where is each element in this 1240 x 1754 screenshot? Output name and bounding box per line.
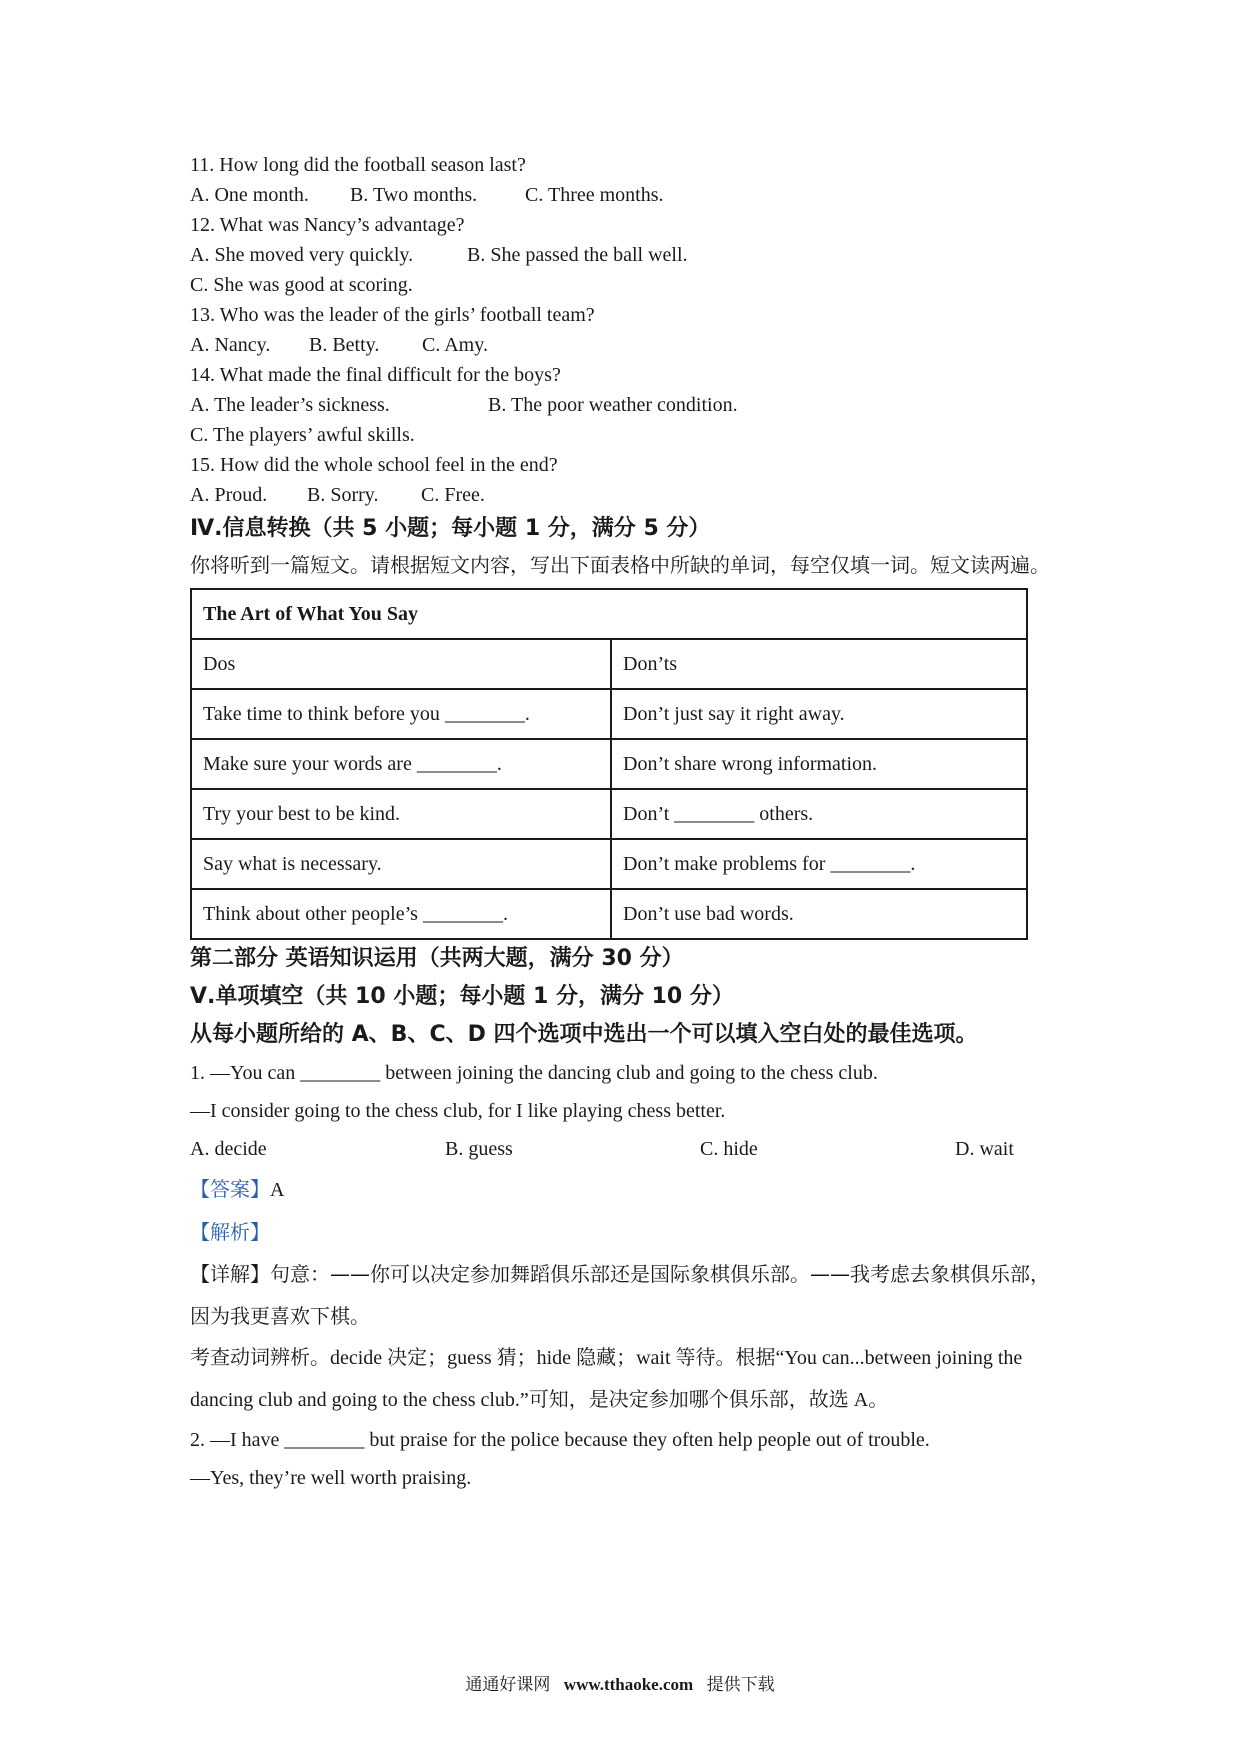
section-5-heading: Ⅴ.单项填空（共 10 小题；每小题 1 分，满分 10 分） [190,984,734,1009]
option-a: A. decide [190,1138,267,1160]
question-11-stem: 11. How long did the football season last? [190,154,526,176]
page-footer [0,1670,1240,1695]
option-b: B. guess [445,1138,513,1160]
table-row [191,789,1027,839]
table-row [191,739,1027,789]
option-c: C. Free. [421,484,485,506]
table-row [191,689,1027,739]
option-c: C. The players’ awful skills. [190,424,415,446]
answer-label: 【答案】 [190,1177,270,1201]
question-15-options [190,480,1060,510]
table-cell: Make sure your words are ________. [191,739,611,789]
analysis-label: 【解析】 [190,1220,270,1244]
detail-paragraph [190,1253,1060,1337]
option-a: A. Proud. [190,484,268,506]
option-c: C. Three months. [525,184,664,206]
table-cell: Try your best to be kind. [191,789,611,839]
table-row [191,889,1027,939]
option-b: B. Sorry. [307,484,379,506]
option-a: A. The leader’s sickness. [190,394,390,416]
option-c: C. She was good at scoring. [190,274,413,296]
option-b: B. Two months. [350,184,478,206]
footer-url: www.tthaoke.com [563,1675,694,1694]
part-2-heading: 第二部分 英语知识运用（共两大题，满分 30 分） [190,946,684,971]
question-12-options [190,240,1060,270]
table-header-row [191,639,1027,689]
table-cell: Don’t make problems for ________. [611,839,1027,889]
question-1-reply: —I consider going to the chess club, for I like playing chess better. [190,1100,726,1122]
question-2-reply: —Yes, they’re well worth praising. [190,1467,472,1489]
answer-line [190,1168,1060,1211]
option-c: C. Amy. [422,334,488,356]
option-a: A. She moved very quickly. [190,244,414,266]
section-4-instruction: 你将听到一篇短文。请根据短文内容，写出下面表格中所缺的单词，每空仅填一词。短文读两遍。 [190,553,1050,577]
question-1-options [190,1130,1060,1168]
section-5-instruction: 从每小题所给的 A、B、C、D 四个选项中选出一个可以填入空白处的最佳选项。 [190,1022,978,1047]
table-cell: Say what is necessary. [191,839,611,889]
detail-text: 句意：——你可以决定参加舞蹈俱乐部还是国际象棋俱乐部。——我考虑去象棋俱乐部，因为我更喜欢下棋。 [190,1262,1050,1328]
option-d: D. wait [955,1138,1014,1160]
question-14-stem: 14. What made the final difficult for the boys? [190,364,561,386]
option-b: B. The poor weather condition. [488,394,738,416]
option-c: C. hide [700,1138,758,1160]
table-cell: Don’t use bad words. [611,889,1027,939]
question-12-stem: 12. What was Nancy’s advantage? [190,214,465,236]
table-cell: Don’t just say it right away. [611,689,1027,739]
question-1-stem: 1. —You can ________ between joining the dancing club and going to the chess club. [190,1062,878,1084]
footer-download-text: 提供下载 [706,1675,775,1695]
option-b: B. Betty. [309,334,380,356]
question-13-options [190,330,1060,360]
detail-label: 【详解】 [190,1262,270,1286]
table-cell: Don’t ________ others. [611,789,1027,839]
table-title: The Art of What You Say [191,589,1027,639]
analysis-line [190,1211,1060,1253]
table-cell: Think about other people’s ________. [191,889,611,939]
footer-site-name: 通通好课网 [465,1675,551,1695]
question-14-options [190,390,1060,420]
section-4-heading: Ⅳ.信息转换（共 5 小题；每小题 1 分，满分 5 分） [190,516,711,541]
page-content [190,150,1060,1497]
question-15-stem: 15. How did the whole school feel in the end? [190,454,558,476]
explanation-paragraph: 考查动词辨析。decide 决定；guess 猜；hide 隐藏；wait 等待。根据“You can...between joining the dancing club and going to the chess club.”可知，是决定参加哪个俱乐部，故选 A。 [190,1347,1023,1411]
table-cell: Take time to think before you ________. [191,689,611,739]
option-a: A. Nancy. [190,334,271,356]
option-b: B. She passed the ball well. [467,244,688,266]
question-13-stem: 13. Who was the leader of the girls’ football team? [190,304,595,326]
question-11-options [190,180,1060,210]
option-a: A. One month. [190,184,309,206]
table-cell: Don’t share wrong information. [611,739,1027,789]
answer-value: A [270,1179,285,1201]
question-2-stem: 2. —I have ________ but praise for the police because they often help people out of trouble. [190,1429,930,1451]
table-header-dos: Dos [191,639,611,689]
table-row [191,839,1027,889]
table-header-donts: Don’ts [611,639,1027,689]
info-table [190,588,1028,940]
